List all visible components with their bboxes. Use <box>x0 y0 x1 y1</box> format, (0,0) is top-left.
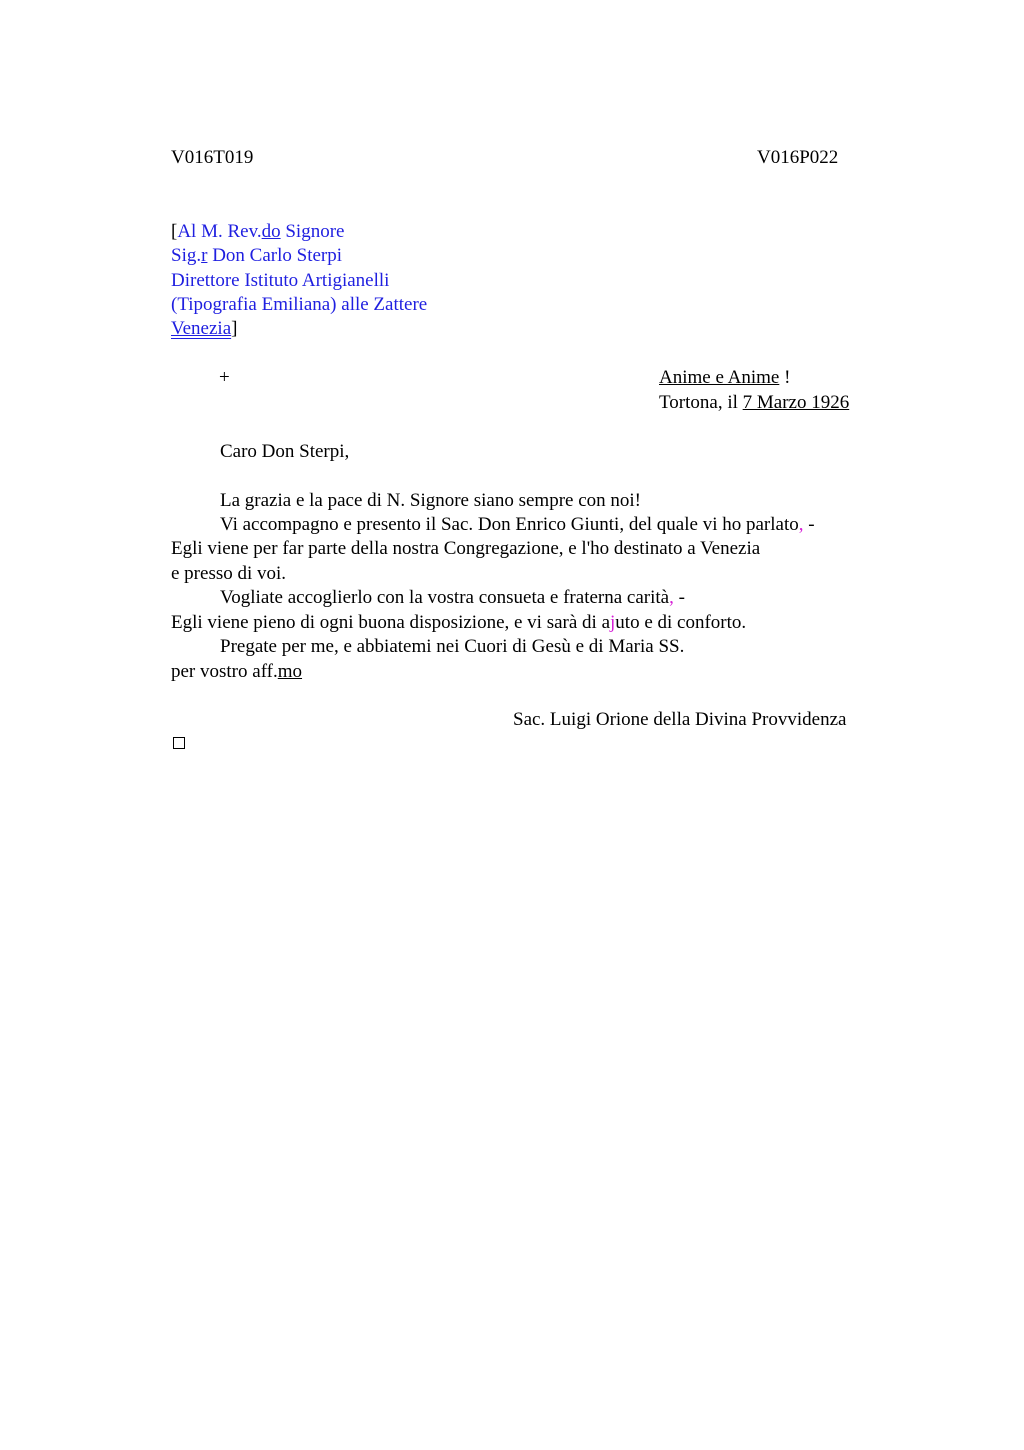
body-line: Pregate per me, e abbiatemi nei Cuori di Gesù e di Maria SS. <box>220 636 685 657</box>
body-text: - <box>673 587 685 608</box>
place-date <box>659 391 849 415</box>
body-text: Vogliate accoglierlo con la vostra consueta e fraterna carità <box>220 587 670 608</box>
body-line: Egli viene per far parte della nostra Congregazione, e l'ho destinato a Venezia <box>171 538 761 559</box>
address-line-4: (Tipografia Emiliana) alle Zattere <box>171 294 428 315</box>
address-line-1-text: Al M. Rev. <box>177 221 262 242</box>
letter-date: 7 Marzo 1926 <box>742 392 850 413</box>
end-of-document-box-icon <box>173 737 185 749</box>
correction-mark: , <box>798 514 804 535</box>
place-text: Tortona, il <box>659 392 743 413</box>
open-bracket: [ <box>171 221 178 242</box>
address-line-2-tail: Don Carlo Sterpi <box>207 245 343 266</box>
close-bracket: ] <box>231 318 238 339</box>
body-text: - <box>803 514 815 535</box>
correction-mark: , <box>669 587 674 608</box>
salutation: Caro Don Sterpi, <box>220 441 350 462</box>
address-line-3: Direttore Istituto Artigianelli <box>171 270 390 291</box>
motto-exclamation: ! <box>779 367 791 388</box>
body-text: Egli viene pieno di ogni buona disposizione, e vi sarà di a <box>171 612 611 633</box>
address-line-1 <box>171 220 344 244</box>
body-line: La grazia e la pace di N. Signore siano sempre con noi! <box>220 490 642 511</box>
body-text: Vi accompagno e presento il Sac. Don Enrico Giunti, del quale vi ho parlato <box>220 514 799 535</box>
body-line <box>171 611 746 635</box>
abbrev-suffix: mo <box>277 661 303 682</box>
closing-text: per vostro aff. <box>171 661 278 682</box>
motto <box>659 366 790 390</box>
document-code-left: V016T019 <box>171 147 254 168</box>
motto-text: Anime e Anime <box>659 367 780 388</box>
address-line-2 <box>171 244 342 268</box>
body-line <box>220 586 685 610</box>
cross-symbol: + <box>219 367 230 388</box>
body-line: e presso di voi. <box>171 563 287 584</box>
correction-mark: j <box>610 612 616 633</box>
document-code-right: V016P022 <box>757 147 839 168</box>
body-text: uto e di conforto. <box>615 612 747 633</box>
address-line-2-text: Sig. <box>171 245 202 266</box>
address-line-1-tail: Signore <box>280 221 345 242</box>
abbrev-suffix: r <box>201 245 208 266</box>
address-city: Venezia <box>171 318 232 339</box>
closing <box>171 660 302 684</box>
address-line-5 <box>171 317 237 341</box>
signature: Sac. Luigi Orione della Divina Provvidenza <box>513 709 847 730</box>
abbrev-suffix: do <box>261 221 281 242</box>
body-line <box>220 513 815 537</box>
